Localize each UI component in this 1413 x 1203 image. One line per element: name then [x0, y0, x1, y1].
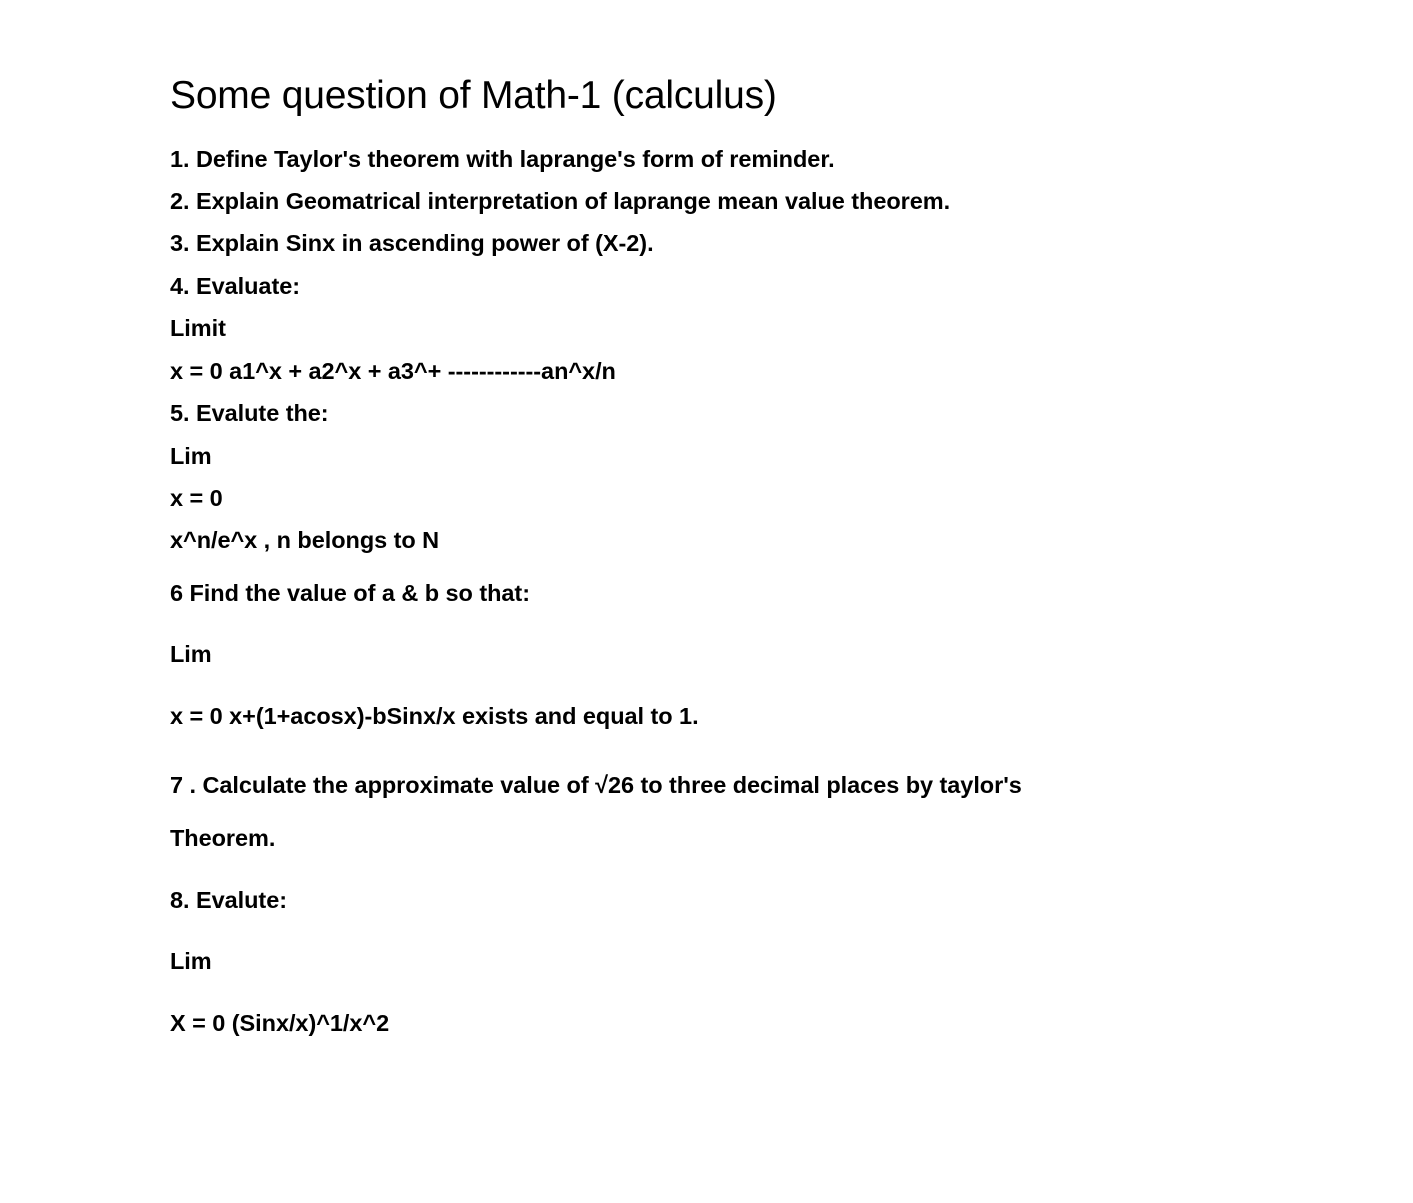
question-5-lim-label: Lim — [170, 442, 212, 469]
question-5-expression: x^n/e^x , n belongs to N — [170, 527, 440, 554]
question-3: 3. Explain Sinx in ascending power of (X-2). — [170, 230, 654, 257]
question-6: 6 Find the value of a & b so that: — [170, 579, 530, 606]
question-5: 5. Evalute the: — [170, 400, 329, 427]
question-5-limit-point: x = 0 — [170, 484, 223, 511]
question-8-expression: X = 0 (Sinx/x)^1/x^2 — [170, 1009, 390, 1036]
question-7-theorem: Theorem. — [170, 825, 276, 852]
question-2: 2. Explain Geomatrical interpretation of laprange mean value theorem. — [170, 188, 951, 215]
question-1: 1. Define Taylor's theorem with laprange's form of reminder. — [170, 145, 835, 172]
question-4: 4. Evaluate: — [170, 272, 301, 299]
questions-block-spaced — [170, 578, 1234, 1039]
question-7: 7 . Calculate the approximate value of √26 to three decimal places by taylor's — [170, 772, 1022, 799]
question-4-limit-label: Limit — [170, 315, 226, 342]
question-8-lim-label: Lim — [170, 948, 212, 975]
page-title: Some question of Math-1 (calculus) — [170, 74, 777, 117]
document-body — [170, 74, 1234, 1069]
question-6-expression: x = 0 x+(1+acosx)-bSinx/x exists and equal to 1. — [170, 702, 699, 729]
questions-block-compact — [170, 138, 1234, 562]
question-8: 8. Evalute: — [170, 886, 287, 913]
question-6-lim-label: Lim — [170, 641, 212, 668]
question-4-expression: x = 0 a1^x + a2^x + a3^+ ------------an^x/n — [170, 357, 616, 384]
